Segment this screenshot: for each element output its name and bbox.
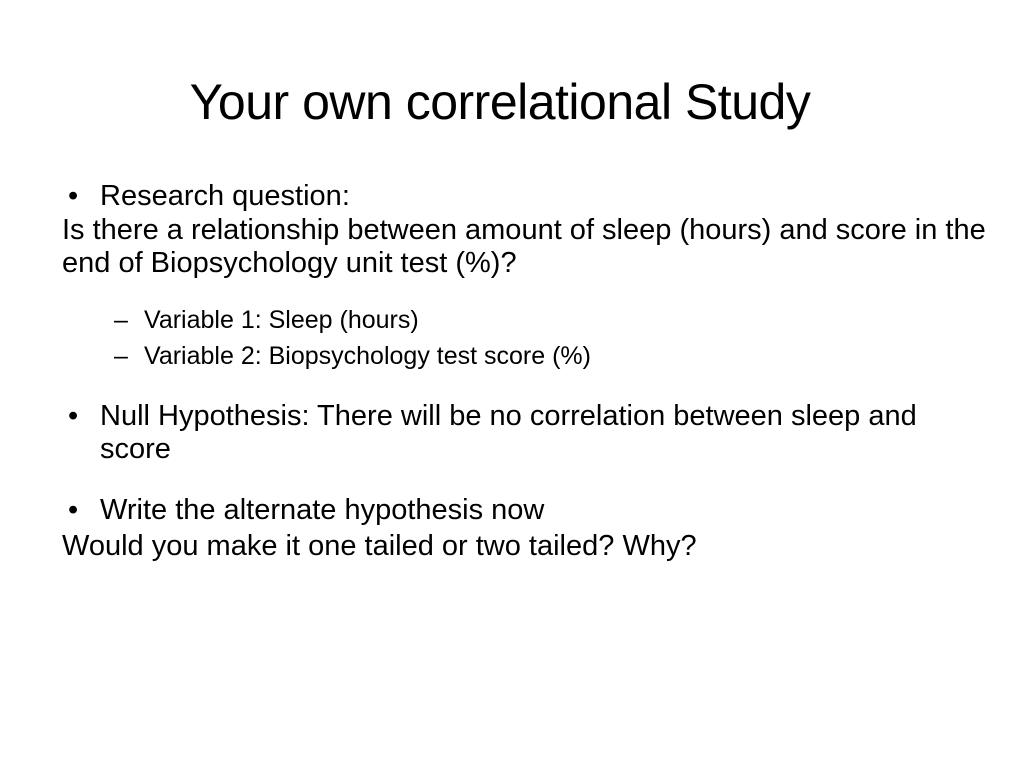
- variable-1-item: [62, 302, 992, 338]
- alternate-hypothesis-prompt: Write the alternate hypothesis now: [100, 494, 545, 526]
- bullet-marker: •: [68, 400, 79, 432]
- variable-2-item: [62, 338, 992, 374]
- research-question-text: Is there a relationship between amount of sleep (hours) and score in the end of Biopsychology unit test (%)?: [62, 214, 986, 279]
- null-hypothesis-text: Null Hypothesis: There will be no correlation between sleep and score: [100, 400, 917, 465]
- bullet-research-question: [62, 178, 992, 214]
- slide-body: [62, 178, 992, 564]
- variable-1-text: Variable 1: Sleep (hours): [144, 306, 419, 334]
- variable-2-text: Variable 2: Biopsychology test score (%): [144, 342, 591, 370]
- dash-marker: –: [114, 342, 128, 370]
- bullet-null-hypothesis: [62, 400, 992, 466]
- dash-marker: –: [114, 306, 128, 334]
- slide-title: Your own correlational Study: [189, 74, 811, 130]
- bullet-marker: •: [68, 180, 79, 212]
- research-question-label: Research question:: [100, 180, 350, 212]
- bullet-alternate-hypothesis: [62, 492, 992, 528]
- bullet-marker: •: [68, 494, 79, 526]
- tail-question-text: Would you make it one tailed or two tailed? Why?: [62, 530, 697, 562]
